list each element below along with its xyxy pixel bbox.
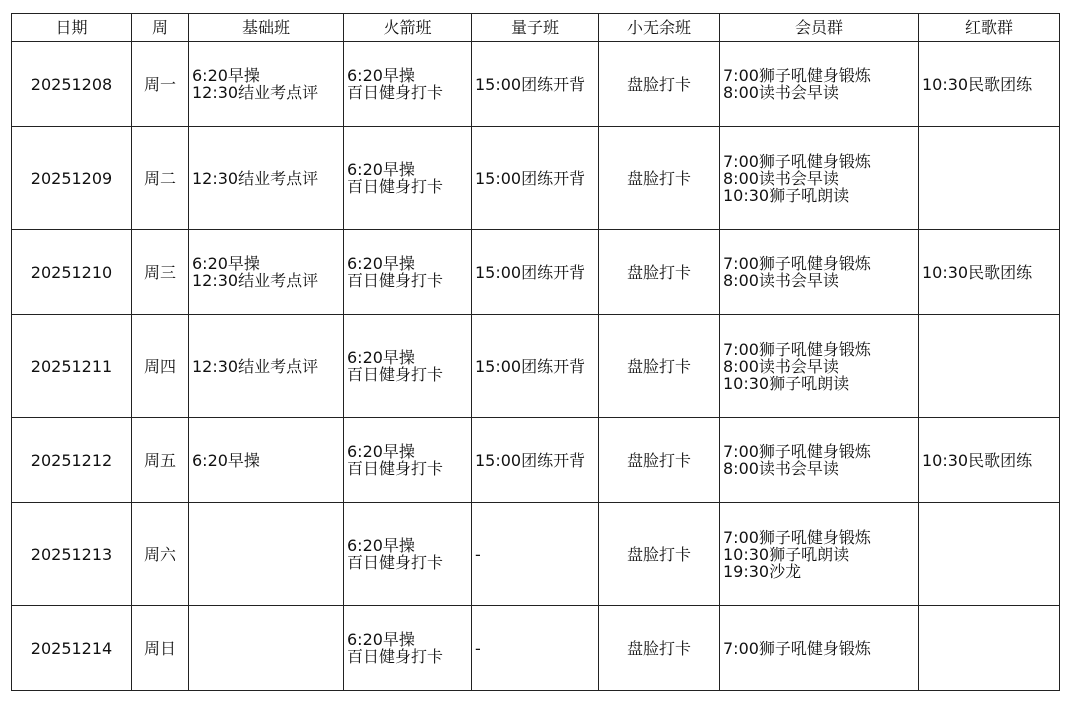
date-cell: 20251208 — [12, 42, 132, 127]
member-group-cell — [720, 42, 919, 127]
cell-line: 6:20早操 — [347, 254, 415, 273]
member-group-cell — [720, 418, 919, 503]
cell-line: 6:20早操 — [347, 160, 415, 179]
date-cell: 20251213 — [12, 503, 132, 606]
table-row — [12, 418, 1060, 503]
cell-line: 8:00读书会早读 — [723, 168, 839, 188]
header-red-song-group: 红歌群 — [919, 14, 1060, 42]
liangzi-cell: 15:00团练开背 — [472, 127, 599, 230]
liangzi-cell: 15:00团练开背 — [472, 418, 599, 503]
member-group-cell — [720, 315, 919, 418]
cell-line: 6:20早操 — [192, 254, 260, 273]
cell-line: 12:30结业考点评 — [192, 83, 319, 102]
xiaowuyu-cell: 盘脸打卡 — [599, 42, 720, 127]
cell-line: 8:00读书会早读 — [723, 356, 839, 376]
cell-line: 百日健身打卡 — [347, 553, 444, 572]
cell-line: 10:30狮子吼朗读 — [723, 185, 850, 205]
jichu-cell — [189, 230, 344, 315]
liangzi-cell: 15:00团练开背 — [472, 230, 599, 315]
xiaowuyu-cell: 盘脸打卡 — [599, 418, 720, 503]
red-song-cell: 10:30民歌团练 — [919, 42, 1060, 127]
xiaowuyu-cell: 盘脸打卡 — [599, 127, 720, 230]
table-row — [12, 503, 1060, 606]
red-song-cell: 10:30民歌团练 — [919, 418, 1060, 503]
cell-line: 7:00狮子吼健身锻炼 — [723, 527, 871, 547]
table-row — [12, 230, 1060, 315]
red-song-cell — [919, 315, 1060, 418]
table-row — [12, 315, 1060, 418]
weekday-cell: 周四 — [132, 315, 189, 418]
huojian-cell — [344, 503, 472, 606]
weekday-cell: 周六 — [132, 503, 189, 606]
member-group-cell — [720, 230, 919, 315]
liangzi-cell: 15:00团练开背 — [472, 315, 599, 418]
date-cell: 20251210 — [12, 230, 132, 315]
cell-line: 19:30沙龙 — [723, 561, 802, 581]
xiaowuyu-cell: 盘脸打卡 — [599, 503, 720, 606]
header-member-group: 会员群 — [720, 14, 919, 42]
huojian-cell — [344, 606, 472, 691]
header-row — [12, 14, 1060, 42]
cell-line: 百日健身打卡 — [347, 83, 444, 102]
cell-line: 7:00狮子吼健身锻炼 — [723, 254, 871, 273]
weekday-cell: 周五 — [132, 418, 189, 503]
cell-line: 6:20早操 — [192, 450, 260, 470]
liangzi-cell: - — [472, 606, 599, 691]
date-cell: 20251212 — [12, 418, 132, 503]
header-xiaowuyu-class: 小无余班 — [599, 14, 720, 42]
weekday-cell: 周日 — [132, 606, 189, 691]
table-row — [12, 127, 1060, 230]
cell-line: 7:00狮子吼健身锻炼 — [723, 66, 871, 85]
table-row — [12, 42, 1060, 127]
table-row — [12, 606, 1060, 691]
jichu-cell — [189, 315, 344, 418]
liangzi-cell: - — [472, 503, 599, 606]
cell-line: 百日健身打卡 — [347, 365, 444, 384]
header-jichu-class: 基础班 — [189, 14, 344, 42]
cell-line: 10:30狮子吼朗读 — [723, 373, 850, 393]
date-cell: 20251214 — [12, 606, 132, 691]
cell-line: 6:20早操 — [347, 348, 415, 367]
huojian-cell — [344, 230, 472, 315]
jichu-cell — [189, 42, 344, 127]
member-group-cell — [720, 503, 919, 606]
cell-line: 8:00读书会早读 — [723, 459, 839, 478]
red-song-cell — [919, 503, 1060, 606]
schedule-table — [11, 13, 1060, 691]
jichu-cell — [189, 418, 344, 503]
cell-line: 百日健身打卡 — [347, 177, 444, 196]
cell-line: 百日健身打卡 — [347, 647, 444, 666]
cell-line: 6:20早操 — [192, 66, 260, 85]
cell-line: 6:20早操 — [347, 442, 415, 461]
member-group-cell — [720, 606, 919, 691]
header-date: 日期 — [12, 14, 132, 42]
jichu-cell — [189, 606, 344, 691]
cell-line: 12:30结业考点评 — [192, 168, 319, 188]
xiaowuyu-cell: 盘脸打卡 — [599, 230, 720, 315]
cell-line: 7:00狮子吼健身锻炼 — [723, 151, 871, 171]
red-song-cell — [919, 127, 1060, 230]
cell-line: 8:00读书会早读 — [723, 83, 839, 102]
huojian-cell — [344, 42, 472, 127]
cell-line: 7:00狮子吼健身锻炼 — [723, 638, 871, 658]
cell-line: 6:20早操 — [347, 66, 415, 85]
cell-line: 7:00狮子吼健身锻炼 — [723, 339, 871, 359]
header-huojian-class: 火箭班 — [344, 14, 472, 42]
liangzi-cell: 15:00团练开背 — [472, 42, 599, 127]
cell-line: 12:30结业考点评 — [192, 356, 319, 376]
member-group-cell — [720, 127, 919, 230]
weekday-cell: 周二 — [132, 127, 189, 230]
huojian-cell — [344, 315, 472, 418]
weekday-cell: 周一 — [132, 42, 189, 127]
date-cell: 20251209 — [12, 127, 132, 230]
cell-line: 百日健身打卡 — [347, 459, 444, 478]
huojian-cell — [344, 127, 472, 230]
cell-line: 百日健身打卡 — [347, 271, 444, 290]
red-song-cell — [919, 606, 1060, 691]
cell-line: 12:30结业考点评 — [192, 271, 319, 290]
cell-line: 8:00读书会早读 — [723, 271, 839, 290]
red-song-cell: 10:30民歌团练 — [919, 230, 1060, 315]
cell-line: 6:20早操 — [347, 536, 415, 555]
cell-line: 6:20早操 — [347, 630, 415, 649]
xiaowuyu-cell: 盘脸打卡 — [599, 606, 720, 691]
xiaowuyu-cell: 盘脸打卡 — [599, 315, 720, 418]
jichu-cell — [189, 127, 344, 230]
header-weekday: 周 — [132, 14, 189, 42]
weekday-cell: 周三 — [132, 230, 189, 315]
cell-line: 10:30狮子吼朗读 — [723, 544, 850, 564]
jichu-cell — [189, 503, 344, 606]
cell-line: 7:00狮子吼健身锻炼 — [723, 442, 871, 461]
huojian-cell — [344, 418, 472, 503]
header-liangzi-class: 量子班 — [472, 14, 599, 42]
date-cell: 20251211 — [12, 315, 132, 418]
